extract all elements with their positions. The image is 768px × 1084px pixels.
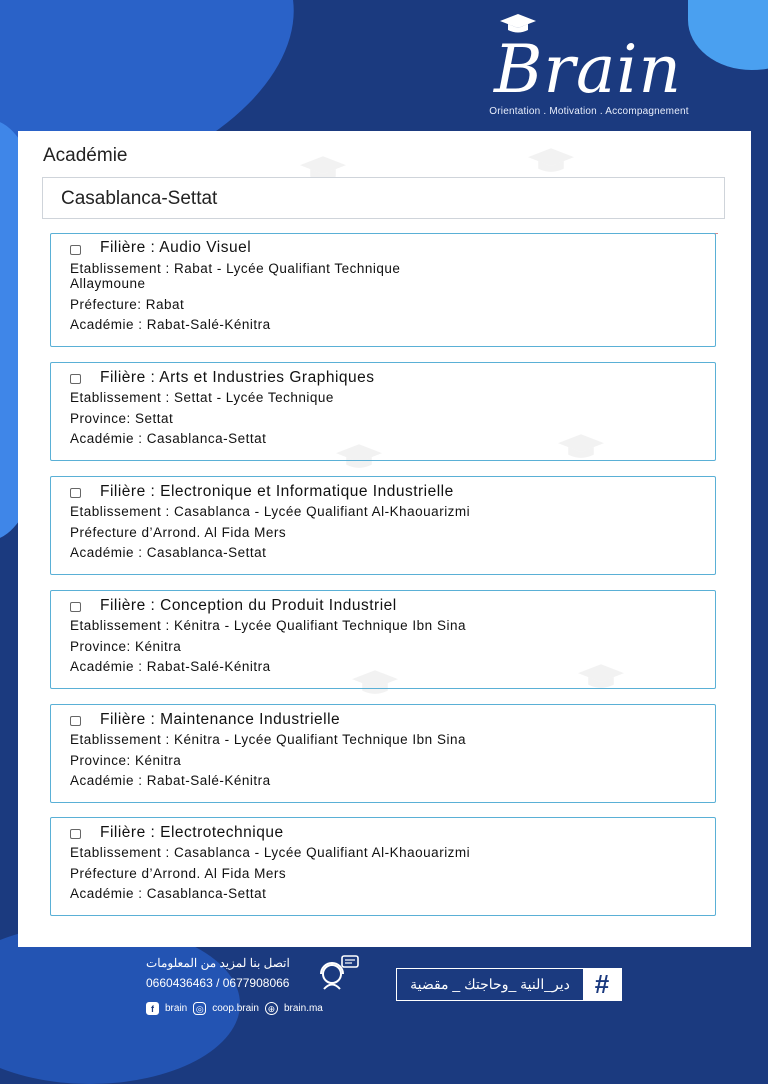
customer-support-icon	[316, 954, 360, 990]
filiere-title: Filière : Conception du Produit Industriel	[100, 597, 397, 614]
filiere-etablissement: Etablissement : Settat - Lycée Technique	[70, 390, 334, 405]
academie-select-value: Casablanca-Settat	[61, 188, 218, 209]
filiere-title: Filière : Arts et Industries Graphiques	[100, 369, 375, 386]
filiere-title: Filière : Audio Visuel	[100, 239, 252, 256]
instagram-icon: ◎	[193, 1002, 206, 1015]
filiere-zone: Préfecture: Rabat	[70, 297, 185, 312]
social-links	[146, 1000, 323, 1016]
hashtag-icon: #	[583, 969, 621, 1000]
filiere-checkbox[interactable]	[70, 602, 81, 612]
instagram-link[interactable]: coop.brain	[212, 1002, 259, 1014]
filiere-title: Filière : Electrotechnique	[100, 824, 284, 841]
filiere-checkbox[interactable]	[70, 716, 81, 726]
filiere-academie: Académie : Casablanca-Settat	[70, 545, 267, 560]
filiere-etablissement: Etablissement : Rabat - Lycée Qualifiant Technique	[70, 261, 401, 276]
filiere-checkbox[interactable]	[70, 488, 81, 498]
filiere-etablissement: Etablissement : Kénitra - Lycée Qualifiant Technique Ibn Sina	[70, 618, 466, 633]
filiere-title: Filière : Electronique et Informatique Industrielle	[100, 483, 454, 500]
filiere-zone: Préfecture d’Arrond. Al Fida Mers	[70, 866, 287, 881]
filiere-checkbox[interactable]	[70, 829, 81, 839]
filiere-zone: Province: Kénitra	[70, 753, 182, 768]
phone-numbers: 0660436463 / 0677908066	[146, 976, 290, 990]
filiere-academie: Académie : Rabat-Salé-Kénitra	[70, 317, 271, 332]
academie-select[interactable]	[42, 177, 725, 219]
filiere-etablissement-cont: Allaymoune	[70, 276, 146, 291]
filiere-academie: Académie : Rabat-Salé-Kénitra	[70, 659, 271, 674]
filiere-etablissement: Etablissement : Kénitra - Lycée Qualifiant Technique Ibn Sina	[70, 732, 466, 747]
brand-name: Brain	[493, 31, 682, 108]
main-panel	[18, 131, 751, 947]
facebook-icon: f	[146, 1002, 159, 1015]
filiere-academie: Académie : Casablanca-Settat	[70, 431, 267, 446]
academie-label: Académie	[43, 145, 128, 166]
filiere-etablissement: Etablissement : Casablanca - Lycée Qualifiant Al-Khaouarizmi	[70, 504, 471, 519]
filiere-title: Filière : Maintenance Industrielle	[100, 711, 341, 728]
globe-icon: ⊕	[265, 1002, 278, 1015]
filiere-zone: Préfecture d’Arrond. Al Fida Mers	[70, 525, 287, 540]
hashtag-text: دير_النية _وحاجتك _ مقضية	[410, 976, 570, 992]
website-link[interactable]: brain.ma	[283, 1002, 323, 1014]
contact-text: اتصل بنا لمزيد من المعلومات	[146, 956, 290, 970]
filiere-zone: Province: Kénitra	[70, 639, 182, 654]
brand-tagline: Orientation . Motivation . Accompagnement	[489, 106, 689, 117]
filiere-academie: Académie : Rabat-Salé-Kénitra	[70, 773, 271, 788]
filiere-zone: Province: Settat	[70, 411, 174, 426]
facebook-link[interactable]: brain	[165, 1002, 188, 1014]
filiere-etablissement: Etablissement : Casablanca - Lycée Qualifiant Al-Khaouarizmi	[70, 845, 471, 860]
footer	[0, 950, 768, 1024]
background-shape	[688, 0, 768, 70]
hashtag-box	[396, 968, 622, 1001]
filiere-academie: Académie : Casablanca-Settat	[70, 886, 267, 901]
filiere-checkbox[interactable]	[70, 374, 81, 384]
filiere-checkbox[interactable]	[70, 245, 81, 255]
brand-logo	[488, 12, 698, 122]
